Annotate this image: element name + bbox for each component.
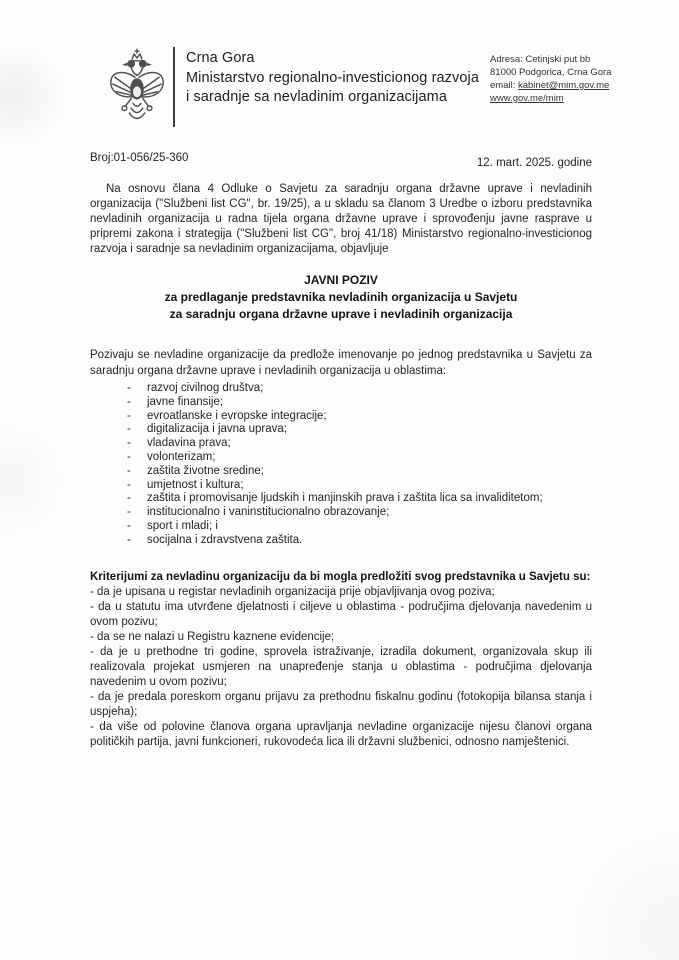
criteria-heading: Kriterijumi za nevladinu organizaciju da bi mogla predložiti svog predstavnika u Savjetu su:: [90, 570, 591, 583]
document-body: [90, 182, 592, 750]
address-block: [490, 47, 622, 105]
list-item: [127, 410, 592, 424]
dash-bullet: -: [127, 519, 131, 532]
dash-bullet: -: [127, 450, 131, 463]
list-item: [127, 534, 592, 548]
dash-bullet: -: [127, 437, 131, 450]
list-item: [127, 451, 592, 465]
dash-bullet: -: [127, 478, 131, 491]
website-link[interactable]: www.gov.me/mim: [490, 93, 564, 104]
criterion-paragraph: - da je u prethodne tri godine, sprovela istraživanje, izradila dokument, organizovala skup ili realizovala projekat usmjeren na unapređenje stanja u oblastima - područjima djelovanja navedenim u ovom pozivu;: [90, 645, 592, 688]
ministry-name-line1: Ministarstvo regionalno-investicionog razvoja: [186, 69, 480, 86]
document-date: 12. mart. 2025. godine: [476, 157, 592, 169]
coat-of-arms-icon: [108, 47, 166, 123]
area-text: javne finansije;: [147, 395, 224, 408]
list-item: [127, 506, 592, 520]
document-title: [90, 272, 592, 323]
area-text: volonterizam;: [147, 450, 216, 463]
area-text: sport i mladi; i: [147, 519, 218, 532]
area-text: zaštita i promovisanje ljudskih i manjinskih prava i zaštita lica sa invaliditetom;: [147, 492, 543, 505]
address-city: 81000 Podgorica, Crna Gora: [490, 67, 612, 78]
email-link[interactable]: kabinet@mim.gov.me: [517, 80, 610, 91]
document-number: Broj:01-056/25-360: [90, 152, 189, 164]
dash-bullet: -: [127, 409, 131, 422]
dash-bullet: -: [127, 382, 131, 394]
dash-bullet: -: [127, 464, 131, 477]
title-line1: JAVNI POZIV: [304, 273, 378, 287]
list-item: [127, 382, 592, 396]
dash-bullet: -: [127, 395, 131, 408]
address-street: Adresa: Cetinjski put bb: [490, 54, 591, 65]
email-label: email:: [490, 80, 518, 91]
list-item: [127, 437, 592, 451]
title-line2: za predlaganje predstavnika nevladinih organizacija u Savjetu: [164, 290, 518, 304]
letterhead: [0, 0, 679, 127]
title-line3: za saradnju organa državne uprave i nevladinih organizacija: [169, 307, 513, 321]
meta-row: [90, 152, 592, 169]
criterion-paragraph: - da je predala poreskom organu prijavu za prethodnu fiskalnu godinu (fotokopija bilansa stanja i uspjeha);: [90, 690, 592, 718]
area-text: vladavina prava;: [147, 437, 231, 450]
area-text: razvoj civilnog društva;: [147, 382, 264, 394]
criterion-paragraph: - da više od polovine članova organa upravljanja nevladine organizacije nijesu članovi organa političkih partija, javni funkcioneri, rukovodeća lica ili državni službenici, odnosno namještenici.: [90, 720, 592, 748]
list-item: [127, 465, 592, 479]
list-item: [127, 396, 592, 410]
list-item: [127, 520, 592, 534]
area-text: socijalna i zdravstvena zaštita.: [147, 533, 303, 546]
area-text: digitalizacija i javna uprava;: [147, 423, 287, 436]
ministry-name-block: [186, 47, 479, 108]
area-text: evroatlanske i evropske integracije;: [147, 409, 327, 422]
dash-bullet: -: [127, 423, 131, 436]
area-text: zaštita životne sredine;: [147, 464, 264, 477]
country-name: Crna Gora: [186, 50, 255, 66]
criterion-paragraph: - da se ne nalazi u Registru kaznene evidencije;: [90, 630, 335, 643]
area-text: umjetnost i kultura;: [147, 478, 244, 491]
intro-paragraph: Na osnovu člana 4 Odluke o Savjetu za saradnju organa državne uprave i nevladinih organizacija ("Službeni list CG", br. 19/25), a u skladu sa članom 3 Uredbe o izboru predstavnika nevladinih organizacija u radna tijela organa državne uprave i sprovođenju javne rasprave u pripremi zakona i strategija ("Službeni list CG", broj 41/18) Ministarstvo regionalno-investicionog razvoja i saradnje sa nevladinim organizacijama, objavljuje: [90, 183, 592, 255]
list-item: [127, 492, 592, 506]
list-item: [127, 479, 592, 493]
ministry-name-line2: i saradnje sa nevladinim organizacijama: [186, 89, 448, 105]
address-website-line: [490, 92, 622, 105]
address-email-line: [490, 79, 622, 92]
dash-bullet: -: [127, 506, 131, 519]
areas-list: [90, 382, 592, 548]
criterion-paragraph: - da je upisana u registar nevladinih organizacija prije objavljivanja ovog poziva;: [90, 585, 495, 598]
dash-bullet: -: [127, 492, 131, 505]
area-text: institucionalno i vaninstitucionalno obrazovanje;: [147, 506, 390, 519]
letterhead-divider: [173, 47, 175, 127]
criterion-paragraph: - da u statutu ima utvrđene djelatnosti i ciljeve u oblastima - područjima djelovanja navedenim u ovom pozivu;: [90, 600, 592, 628]
call-paragraph: Pozivaju se nevladine organizacije da predlože imenovanje po jednog predstavnika u Savjetu za saradnju organa državne uprave i nevladinih organizacija u oblastima:: [90, 349, 592, 377]
dash-bullet: -: [127, 533, 131, 546]
list-item: [127, 423, 592, 437]
